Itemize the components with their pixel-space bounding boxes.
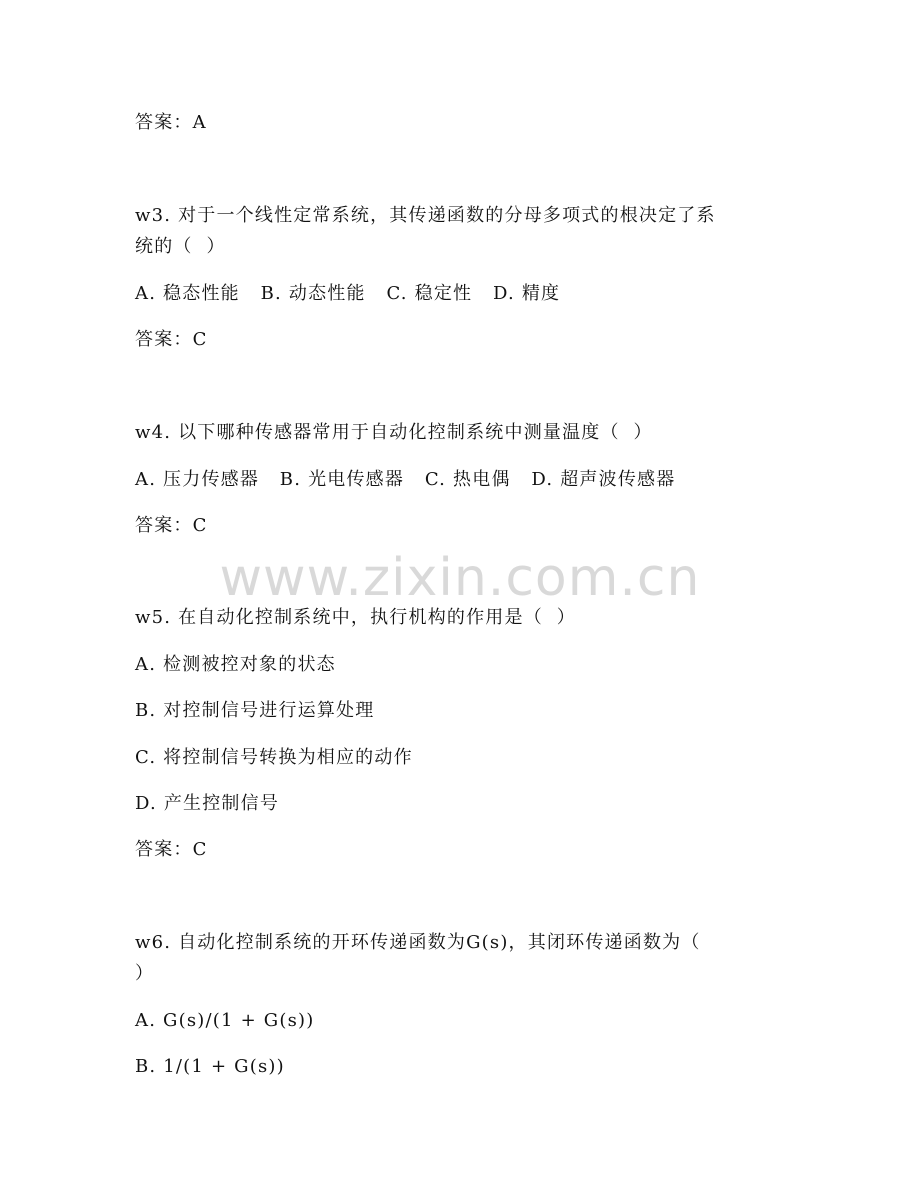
question-3-options: A. 稳态性能 B. 动态性能 C. 稳定性 D. 精度: [135, 283, 561, 304]
question-5-stem: w5. 在自动化控制系统中，执行机构的作用是（ ）: [135, 607, 576, 628]
question-5-answer: 答案：C: [135, 839, 208, 860]
question-6-stem-line-1: w6. 自动化控制系统的开环传递函数为G(s)，其闭环传递函数为（: [135, 932, 701, 953]
question-6-option-a: A. G(s)/(1 + G(s)): [135, 1010, 315, 1031]
question-4-answer: 答案：C: [135, 515, 208, 536]
question-5-option-a: A. 检测被控对象的状态: [135, 654, 336, 675]
question-3-stem-line-1: w3. 对于一个线性定常系统，其传递函数的分母多项式的根决定了系: [135, 205, 716, 226]
question-3-answer: 答案：C: [135, 329, 208, 350]
question-4-stem: w4. 以下哪种传感器常用于自动化控制系统中测量温度（ ）: [135, 422, 653, 443]
question-3-stem-line-2: 统的（ ）: [135, 236, 226, 257]
watermark: www.zixin.com.cn: [219, 548, 701, 608]
question-5-option-b: B. 对控制信号进行运算处理: [135, 700, 375, 721]
question-4-options: A. 压力传感器 B. 光电传感器 C. 热电偶 D. 超声波传感器: [135, 469, 676, 490]
question-5-option-c: C. 将控制信号转换为相应的动作: [135, 747, 413, 768]
question-6-option-b: B. 1/(1 + G(s)): [135, 1056, 285, 1077]
question-6-stem-line-2: ）: [135, 963, 155, 984]
question-2-answer: 答案：A: [135, 112, 207, 133]
question-5-option-d: D. 产生控制信号: [135, 793, 280, 814]
